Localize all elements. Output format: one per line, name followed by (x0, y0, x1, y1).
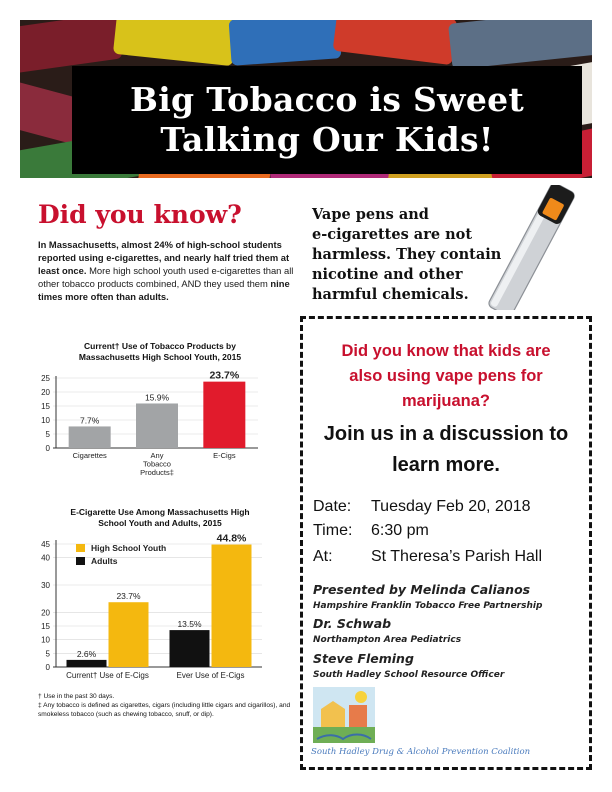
event-time (313, 521, 429, 541)
vape-line: nicotine and other (312, 266, 463, 283)
event-location (313, 547, 542, 567)
chart2-value-label: 2.6% (76, 648, 97, 659)
chart1-tobacco-products (38, 368, 264, 484)
chart1-category-label: Cigarettes (72, 451, 107, 460)
chart2-ytick-label: 15 (41, 622, 50, 631)
page-title-line1: Big Tobacco is Sweet (130, 80, 524, 119)
chart2-legend-swatch-adults (76, 557, 85, 565)
chart2-legend-swatch-youth (76, 544, 85, 552)
coalition-name: South Hadley Drug & Alcohol Prevention Coalition (311, 747, 531, 757)
chart1-title (50, 341, 270, 363)
date-label: Date: (313, 498, 352, 515)
chart1-category-label: Products‡ (140, 468, 174, 477)
presenter-3-name: Steve Fleming (313, 651, 414, 666)
chart1-category-label: Tobacco (143, 459, 171, 469)
chart2-ytick-label: 30 (41, 581, 50, 590)
candy-package-image (229, 20, 342, 66)
chart1-ytick-label: 20 (41, 388, 50, 397)
chart1-ytick-label: 5 (45, 430, 50, 439)
intro-normal-text: More high school youth used e-cigarettes than all other tobacco products combined, AND they used them (38, 265, 294, 289)
chart1-value-label: 15.9% (144, 392, 170, 403)
presenter-2-name: Dr. Schwab (313, 616, 392, 631)
date-value: Tuesday Feb 20, 2018 (371, 498, 531, 515)
marijuana-question (303, 339, 589, 414)
chart2-value-label: 44.8% (216, 532, 247, 545)
candy-package-image (333, 20, 458, 65)
event-box (300, 316, 592, 770)
chart2-category-label: Current† Use of E-Cigs (66, 671, 149, 680)
event-date (313, 497, 531, 517)
join-line: learn more. (392, 454, 500, 476)
presenter-1-name: Presented by Melinda Calianos (313, 582, 531, 597)
footnote-1: † Use in the past 30 days. (38, 693, 115, 700)
chart2-title-line2: School Youth and Adults, 2015 (98, 518, 222, 528)
question-line: Did you know that kids are (341, 342, 551, 360)
chart1-category-label: E-Cigs (213, 451, 236, 460)
chart2-bar-youth (212, 545, 252, 667)
location-label: At: (313, 548, 333, 565)
question-line: marijuana? (401, 392, 491, 410)
footnotes (38, 692, 300, 719)
chart2-title-line1: E-Cigarette Use Among Massachusetts High (70, 507, 250, 517)
did-you-know-heading: Did you know? (38, 200, 242, 229)
chart2-ytick-label: 40 (41, 553, 50, 563)
candy-package-image (448, 20, 592, 70)
chart1-bar (136, 403, 178, 448)
chart1-category-label: Any (150, 451, 164, 460)
title-box (72, 66, 582, 174)
chart1-ytick-label: 15 (41, 402, 50, 411)
presenter-1-org: Hampshire Franklin Tobacco Free Partnership (313, 601, 543, 611)
chart2-ytick-label: 20 (41, 608, 50, 618)
chart2-ytick-label: 10 (41, 635, 50, 645)
vape-line: harmless. They contain (312, 246, 502, 263)
join-line: Join us in a discussion to (323, 423, 569, 445)
intro-paragraph (38, 238, 298, 303)
chart2-legend-label: High School Youth (91, 543, 167, 553)
join-invitation (303, 419, 589, 481)
chart1-title-line1: Current† Use of Tobacco Products by (84, 341, 236, 351)
vape-line: e-cigarettes are not (312, 226, 473, 243)
time-label: Time: (313, 522, 353, 539)
question-line: also using vape pens for (349, 367, 543, 385)
vape-line: Vape pens and (312, 206, 429, 223)
chart2-bar-youth (109, 602, 149, 667)
chart1-ytick-label: 0 (45, 444, 50, 453)
chart2-bar-adults (67, 660, 107, 667)
intro-bold-text: In Massachusetts, almost 24% of high-school students reported using e-cigarettes, and nearly half tried them at least once. (38, 239, 290, 276)
chart1-ytick-label: 10 (41, 416, 50, 425)
candy-package-image (113, 20, 237, 66)
time-value: 6:30 pm (371, 522, 429, 539)
chart2-ytick-label: 0 (45, 663, 50, 672)
chart1-ytick-label: 25 (41, 374, 50, 383)
coalition-logo (313, 687, 375, 743)
chart2-ytick-label: 5 (45, 649, 50, 659)
chart2-bar-adults (170, 630, 210, 667)
vape-pen-image (488, 185, 578, 310)
chart2-value-label: 13.5% (177, 619, 202, 630)
footnote-2: ‡ Any tobacco is defined as cigarettes, cigars (including little cigars and cigarillos), and smokeless tobacco (such as chewing tobacco, snuff, or dip). (38, 702, 291, 718)
chart2-title (42, 507, 278, 529)
chart1-title-line2: Massachusetts High School Youth, 2015 (78, 352, 242, 362)
chart1-bar (69, 426, 111, 448)
chart1-value-label: 23.7% (209, 369, 240, 382)
header-banner (20, 20, 592, 178)
location-value: St Theresa’s Parish Hall (371, 548, 543, 565)
presenter-2-org: Northampton Area Pediatrics (313, 635, 462, 645)
chart2-ecig-use (38, 530, 264, 685)
chart2-ytick-label: 45 (41, 540, 50, 549)
chart1-value-label: 7.7% (79, 415, 100, 426)
presenter-3-org: South Hadley School Resource Officer (313, 670, 505, 680)
page-title-line2: Talking Our Kids! (160, 120, 494, 159)
chart1-bar (203, 382, 245, 448)
chart2-legend-label: Adults (91, 556, 118, 566)
chart2-category-label: Ever Use of E-Cigs (176, 671, 245, 680)
vape-line: harmful chemicals. (312, 286, 469, 303)
chart2-value-label: 23.7% (116, 591, 141, 602)
intro-bold-end-text: nine times more often than adults. (38, 278, 290, 302)
